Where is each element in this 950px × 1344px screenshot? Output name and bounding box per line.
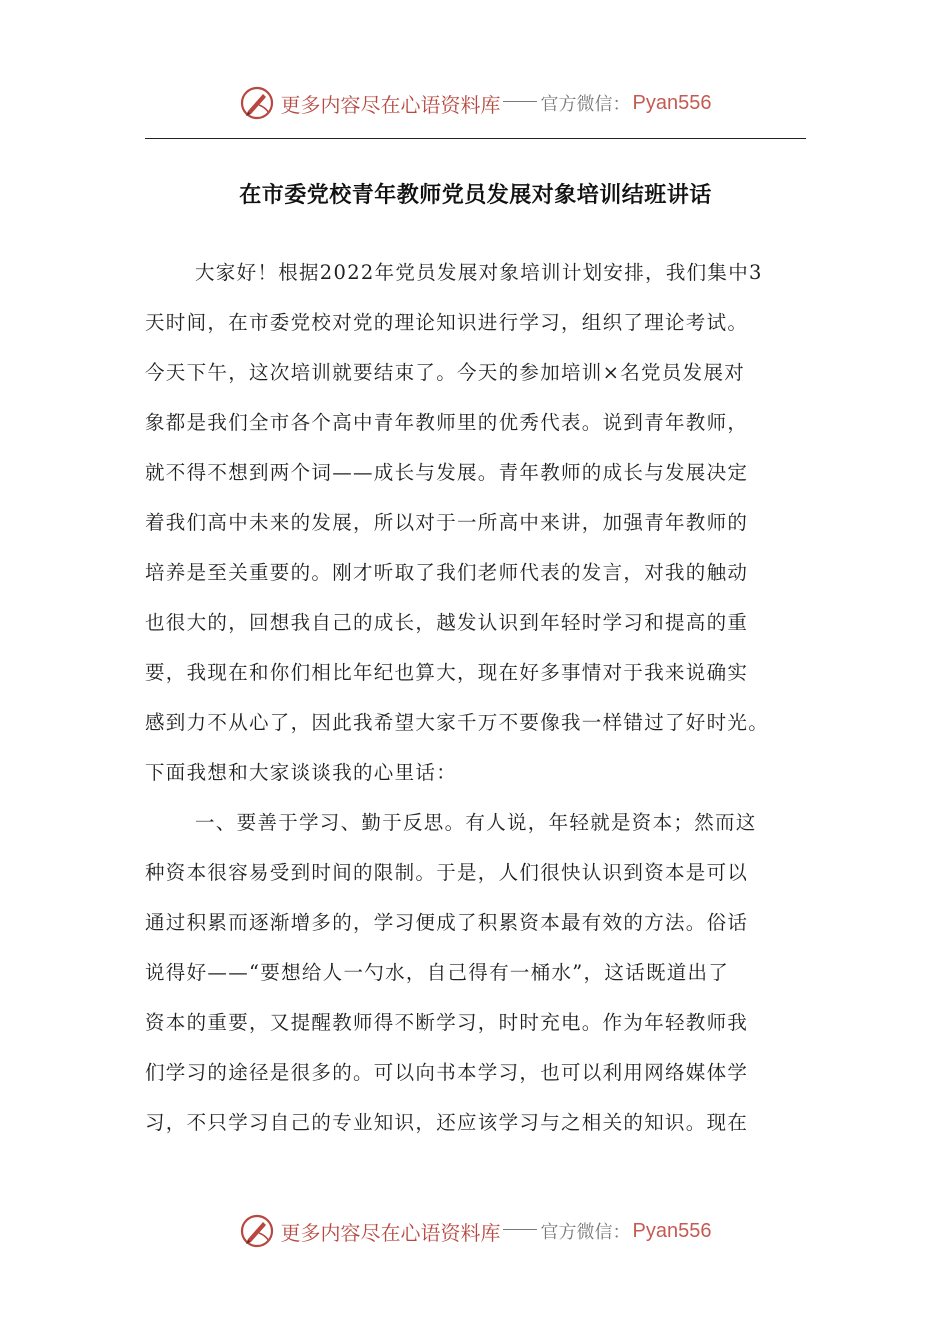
paragraph-line: 种资本很容易受到时间的限制。于是，人们很快认识到资本是可以 [145,861,749,884]
paragraph-line: 着我们高中未来的发展，所以对于一所高中来讲，加强青年教师的 [145,511,749,534]
document-title: 在市委党校青年教师党员发展对象培训结班讲话 [239,183,712,208]
header-banner-subtext: 官方微信： [540,94,631,115]
footer-banner-subtext: 官方微信： [540,1222,631,1243]
header-banner-wechat-id: Pyan556 [632,91,712,114]
paragraph-line: 象都是我们全市各个高中青年教师里的优秀代表。说到青年教师， [145,411,749,434]
footer-banner-wechat-id: Pyan556 [632,1219,712,1242]
paragraph-line: 通过积累而逐渐增多的，学习便成了积累资本最有效的方法。俗话 [145,911,749,934]
header-divider [145,138,806,139]
paragraph-line: 们学习的途径是很多的。可以向书本学习，也可以利用网络媒体学 [145,1061,749,1084]
paragraph-line: 天时间，在市委党校对党的理论知识进行学习，组织了理论考试。 [145,311,749,334]
paragraph-line: 大家好！根据2022年党员发展对象培训计划安排，我们集中3 [195,261,763,284]
pen-logo-icon [239,1213,275,1249]
paragraph-line: 感到力不从心了，因此我希望大家千万不要像我一样错过了好时光。 [145,711,770,734]
footer-banner-text: 更多内容尽在心语资料库 [280,1220,501,1245]
paragraph-line: 今天下午，这次培训就要结束了。今天的参加培训×名党员发展对 [145,361,746,384]
paragraph-line: 培养是至关重要的。刚才听取了我们老师代表的发言，对我的触动 [145,561,749,584]
paragraph-line: 习，不只学习自己的专业知识，还应该学习与之相关的知识。现在 [145,1111,749,1134]
paragraph-line: 一、要善于学习、勤于反思。有人说，年轻就是资本；然而这 [195,811,757,834]
paragraph-line: 要，我现在和你们相比年纪也算大，现在好多事情对于我来说确实 [145,661,749,684]
header-banner-text: 更多内容尽在心语资料库 [280,92,501,117]
header-banner-dash [503,101,537,102]
footer-banner [0,1211,950,1251]
paragraph-line: 说得好——“要想给人一勺水，自己得有一桶水”，这话既道出了 [145,961,730,984]
paragraph-line: 也很大的，回想我自己的成长，越发认识到年轻时学习和提高的重 [145,611,749,634]
header-banner [0,83,950,123]
paragraph-line: 资本的重要，又提醒教师得不断学习，时时充电。作为年轻教师我 [145,1011,749,1034]
paragraph-line: 就不得不想到两个词——成长与发展。青年教师的成长与发展决定 [145,461,749,484]
pen-logo-icon [239,85,275,121]
document-body [145,254,806,1154]
footer-banner-dash [503,1229,537,1230]
paragraph-line: 下面我想和大家谈谈我的心里话： [145,761,458,784]
